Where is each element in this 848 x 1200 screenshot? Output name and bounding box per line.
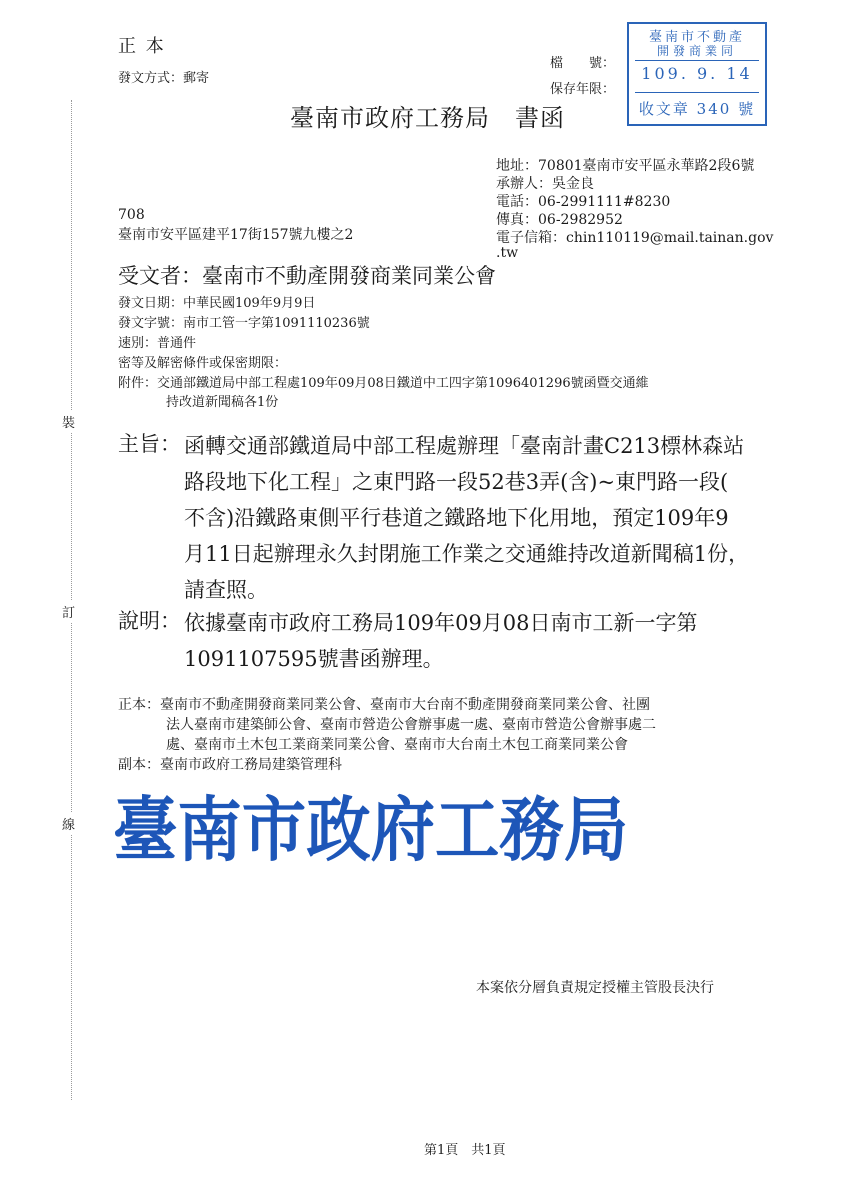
authorization-note: 本案依分層負責規定授權主管股長決行 — [476, 980, 714, 996]
attachment-line1: 附件：交通部鐵道局中部工程處109年09月08日鐵道中工四字第1096401296號函暨交通維 — [118, 376, 649, 391]
document-title: 臺南市政府工務局 書函 — [290, 104, 565, 132]
main-recipients-line1: 正本：臺南市不動產開發商業同業公會、臺南市大台南不動產開發商業同業公會、社團 — [118, 697, 650, 713]
stamp-divider — [635, 92, 759, 93]
subject-line: 請查照。 — [184, 578, 268, 602]
explanation-line: 依據臺南市政府工務局109年09月08日南市工新一字第 — [184, 611, 698, 635]
send-method: 發文方式：郵寄 — [118, 71, 210, 86]
agency-seal: 臺南市政府工務局 — [113, 788, 629, 871]
explanation-label: 說明： — [118, 609, 181, 633]
subject-body — [184, 428, 749, 608]
attachment-line2: 持改道新聞稿各1份 — [166, 395, 279, 410]
page-number: 第1頁 共1頁 — [424, 1143, 506, 1158]
main-recipients-line3: 處、臺南市土木包工業商業同業公會、臺南市大台南土木包工商業同業公會 — [166, 737, 628, 753]
copy-recipients: 副本：臺南市政府工務局建築管理科 — [118, 757, 342, 773]
stamp-receipt-number: 收文章 340 號 — [638, 100, 756, 118]
subject-line: 月11日起辦理永久封閉施工作業之交通維持改道新聞稿1份， — [184, 542, 750, 566]
recipient-postcode: 708 — [118, 207, 145, 223]
main-recipients-line2: 法人臺南市建築師公會、臺南市營造公會辦事處一處、臺南市營造公會辦事處二 — [166, 717, 656, 733]
document-number: 發文字號：南市工管一字第1091110236號 — [118, 316, 370, 331]
binding-mark-ding: 訂 — [62, 600, 75, 623]
receipt-stamp — [627, 22, 767, 126]
binding-mark-xian: 線 — [62, 812, 75, 835]
issue-date: 發文日期：中華民國109年9月9日 — [118, 296, 316, 311]
copy-type-label: 正 本 — [118, 36, 166, 57]
subject-label: 主旨： — [118, 432, 181, 456]
confidentiality: 密等及解密條件或保密期限： — [118, 356, 288, 371]
explanation-line: 1091107595號書函辦理。 — [184, 647, 444, 671]
stamp-divider — [635, 60, 759, 61]
recipient-line: 受文者：臺南市不動產開發商業同業公會 — [118, 264, 496, 288]
stamp-date: 109. 9. 14 — [641, 64, 753, 83]
subject-line: 路段地下化工程」之東門路一段52巷3弄(含)~東門路一段( — [184, 470, 729, 494]
delivery-speed: 速別：普通件 — [118, 336, 197, 351]
sender-phone: 電話：06-2991111#8230 — [496, 194, 671, 210]
stamp-org-line2: 開發商業同 — [656, 44, 737, 58]
sender-contact: 承辦人：吳金良 — [496, 176, 594, 192]
binding-mark-zhuang: 裝 — [62, 410, 75, 433]
explanation-body — [184, 605, 698, 677]
subject-line: 函轉交通部鐵道局中部工程處辦理「臺南計畫C213標林森站 — [184, 434, 745, 458]
stamp-org-line1: 臺南市不動產 — [648, 30, 745, 45]
retention-label: 保存年限： — [550, 82, 616, 97]
sender-address: 地址：70801臺南市安平區永華路2段6號 — [496, 158, 755, 174]
sender-email: 電子信箱：chin110119@mail.tainan.gov — [496, 230, 774, 246]
sender-email-continued: .tw — [496, 245, 519, 261]
sender-fax: 傳真：06-2982952 — [496, 212, 623, 228]
file-number-label: 檔 號： — [550, 56, 616, 71]
recipient-address: 臺南市安平區建平17街157號九樓之2 — [118, 227, 354, 243]
subject-line: 不含)沿鐵路東側平行巷道之鐵路地下化用地，預定109年9 — [184, 506, 729, 530]
